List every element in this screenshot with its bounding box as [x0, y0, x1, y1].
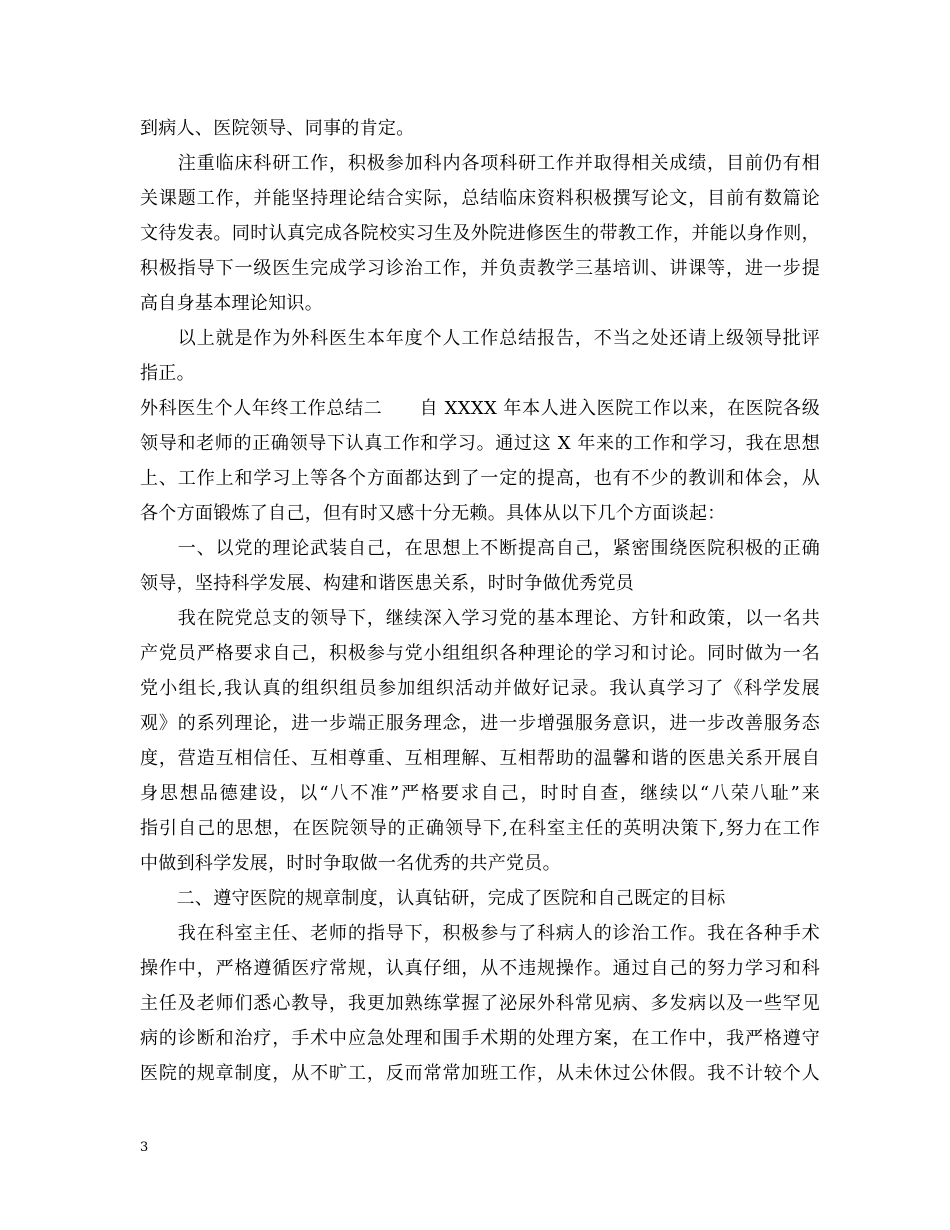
text-line: 度，营造互相信任、互相尊重、互相理解、互相帮助的温馨和谐的医患关系开展自: [140, 748, 820, 769]
text-line: 医院的规章制度，从不旷工，反而常常加班工作，从未休过公休假。我不计较个人: [140, 1063, 820, 1084]
text-line: 二、遵守医院的规章制度，认真钻研，完成了医院和自己既定的目标: [140, 888, 726, 909]
text-line: 上、工作上和学习上等各个方面都达到了一定的提高，也有不少的教训和体会，从: [140, 468, 820, 489]
text-line: 观》的系列理论，进一步端正服务理念，进一步增强服务意识，进一步改善服务态: [140, 713, 820, 734]
text-line: 产党员严格要求自己，积极参与党小组组织各种理论的学习和讨论。同时做为一名: [140, 643, 820, 664]
text-line: 关课题工作，并能坚持理论结合实际，总结临床资料积极撰写论文，目前有数篇论: [140, 188, 820, 209]
text-line: 领导，坚持科学发展、构建和谐医患关系，时时争做优秀党员: [140, 573, 635, 594]
section-heading-line: 外科医生个人年终工作总结二 自 XXXX 年本人进入医院工作以来，在医院各级: [140, 398, 820, 419]
text-line: 指正。: [140, 363, 195, 384]
text-line: 一、以党的理论武装自己，在思想上不断提高自己，紧密围绕医院积极的正确: [140, 538, 820, 559]
text-line: 我在科室主任、老师的指导下，积极参与了科病人的诊治工作。我在各种手术: [140, 923, 820, 944]
text-line: 以上就是作为外科医生本年度个人工作总结报告，不当之处还请上级领导批评: [140, 328, 820, 349]
text-line: 操作中，严格遵循医疗常规，认真仔细，从不违规操作。通过自己的努力学习和科: [140, 958, 820, 979]
text-line: 中做到科学发展，时时争取做一名优秀的共产党员。: [140, 853, 561, 874]
text-line: 身思想品德建设，以“八不准”严格要求自己，时时自查，继续以“八荣八耻”来: [140, 783, 820, 804]
page-number: 3: [140, 1140, 149, 1155]
text-line: 党小组长,我认真的组织组员参加组织活动并做好记录。我认真学习了《科学发展: [140, 678, 820, 699]
text-line: 我在院党总支的领导下，继续深入学习党的基本理论、方针和政策，以一名共: [140, 608, 820, 629]
text-line: 指引自己的思想，在医院领导的正确领导下,在科室主任的英明决策下,努力在工作: [140, 818, 820, 839]
text-line: 高自身基本理论知识。: [140, 293, 323, 314]
text-line: 注重临床科研工作，积极参加科内各项科研工作并取得相关成绩，目前仍有相: [140, 153, 820, 174]
text-line: 积极指导下一级医生完成学习诊治工作，并负责教学三基培训、讲课等，进一步提: [140, 258, 820, 279]
text-line: 主任及老师们悉心教导，我更加熟练掌握了泌尿外科常见病、多发病以及一些罕见: [140, 993, 820, 1014]
text-line: 各个方面锻炼了自己，但有时又感十分无赖。具体从以下几个方面谈起：: [140, 503, 726, 524]
text-line: 到病人、医院领导、同事的肯定。: [140, 118, 415, 139]
text-line: 文待发表。同时认真完成各院校实习生及外院进修医生的带教工作，并能以身作则，: [140, 223, 820, 244]
text-line: 领导和老师的正确领导下认真工作和学习。通过这 X 年来的工作和学习，我在思想: [140, 433, 820, 454]
text-line: 病的诊断和治疗，手术中应急处理和围手术期的处理方案，在工作中，我严格遵守: [140, 1028, 820, 1049]
